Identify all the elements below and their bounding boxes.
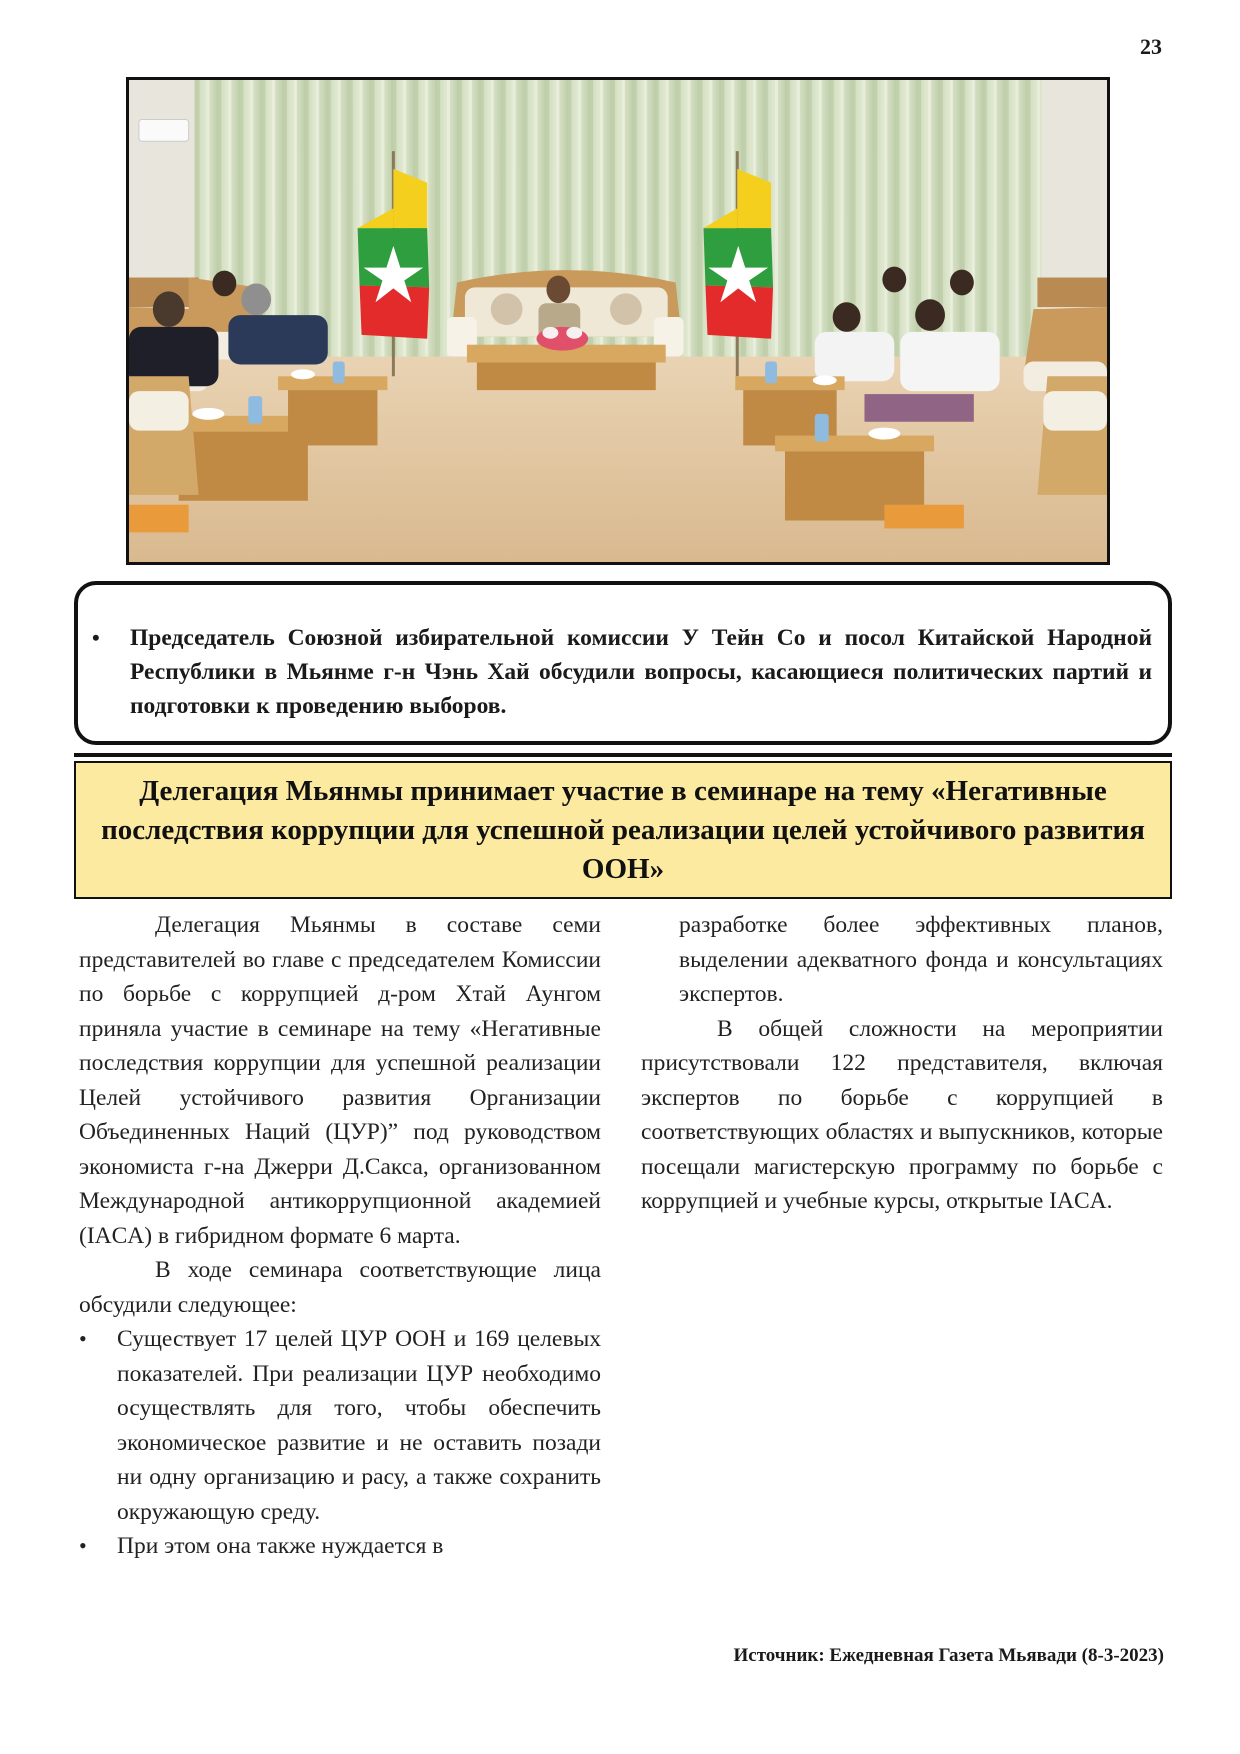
source-credit: Источник: Ежедневная Газета Мьявади (8-3-2023) (733, 1645, 1164, 1666)
meeting-photo (126, 77, 1110, 565)
article-bullet: • Существует 17 целей ЦУР ООН и 169 целевых показателей. При реализации ЦУР необходимо осуществлять для того, чтобы обеспечить экономическое развитие и не оставить позади ни одну организацию и расу, а также сохранить окружающую среду. (79, 1322, 601, 1529)
headline-box (74, 761, 1172, 899)
article-paragraph: В ходе семинара соответствующие лица обсудили следующее: (79, 1257, 601, 1318)
article-paragraph: В общей сложности на мероприятии присутствовали 122 представителя, включая экспертов по борьбе с коррупцией в соответствующих областях и выпускников, которые посещали магистерскую программу по борьбе с коррупцией и учебные курсы, открытые IACA. (641, 1015, 1163, 1214)
photo-caption-box (74, 581, 1172, 745)
page-number: 23 (1140, 34, 1162, 59)
section-divider (74, 753, 1172, 757)
article-bullet-list (79, 1322, 601, 1564)
meeting-photo-icon (129, 80, 1107, 562)
article-bullet: • При этом она также нуждается в (79, 1529, 601, 1564)
article-headline: Делегация Мьянмы принимает участие в семинаре на тему «Негативные последствия коррупции для успешной реализации целей устойчивого развития ООН» (101, 774, 1145, 885)
article-paragraph: Делегация Мьянмы в составе семи представителей во главе с председателем Комиссии по борьбе с коррупцией д-ром Хтай Аунгом приняла участие в семинаре на тему «Негативные последствия коррупции для успешной реализации Целей устойчивого развития Организации Объединенных Наций (ЦУР)” под руководством экономиста г-на Джерри Д.Сакса, организованном Международной антикоррупционной академией (IACA) в гибридном формате 6 марта. (79, 912, 601, 1249)
article-bullet-continuation: разработке более эффективных планов, выделении адекватного фонда и консультациях экспертов. (679, 912, 1163, 1007)
bullet-icon: • (92, 625, 100, 650)
article-column-left (79, 908, 601, 1564)
photo-caption: Председатель Союзной избирательной комиссии У Тейн Со и посол Китайской Народной Республики в Мьянме г-н Чэнь Хай обсудили вопросы, касающиеся политических партий и подготовки к проведению выборов. (130, 625, 1152, 719)
article-column-right (641, 908, 1163, 1219)
